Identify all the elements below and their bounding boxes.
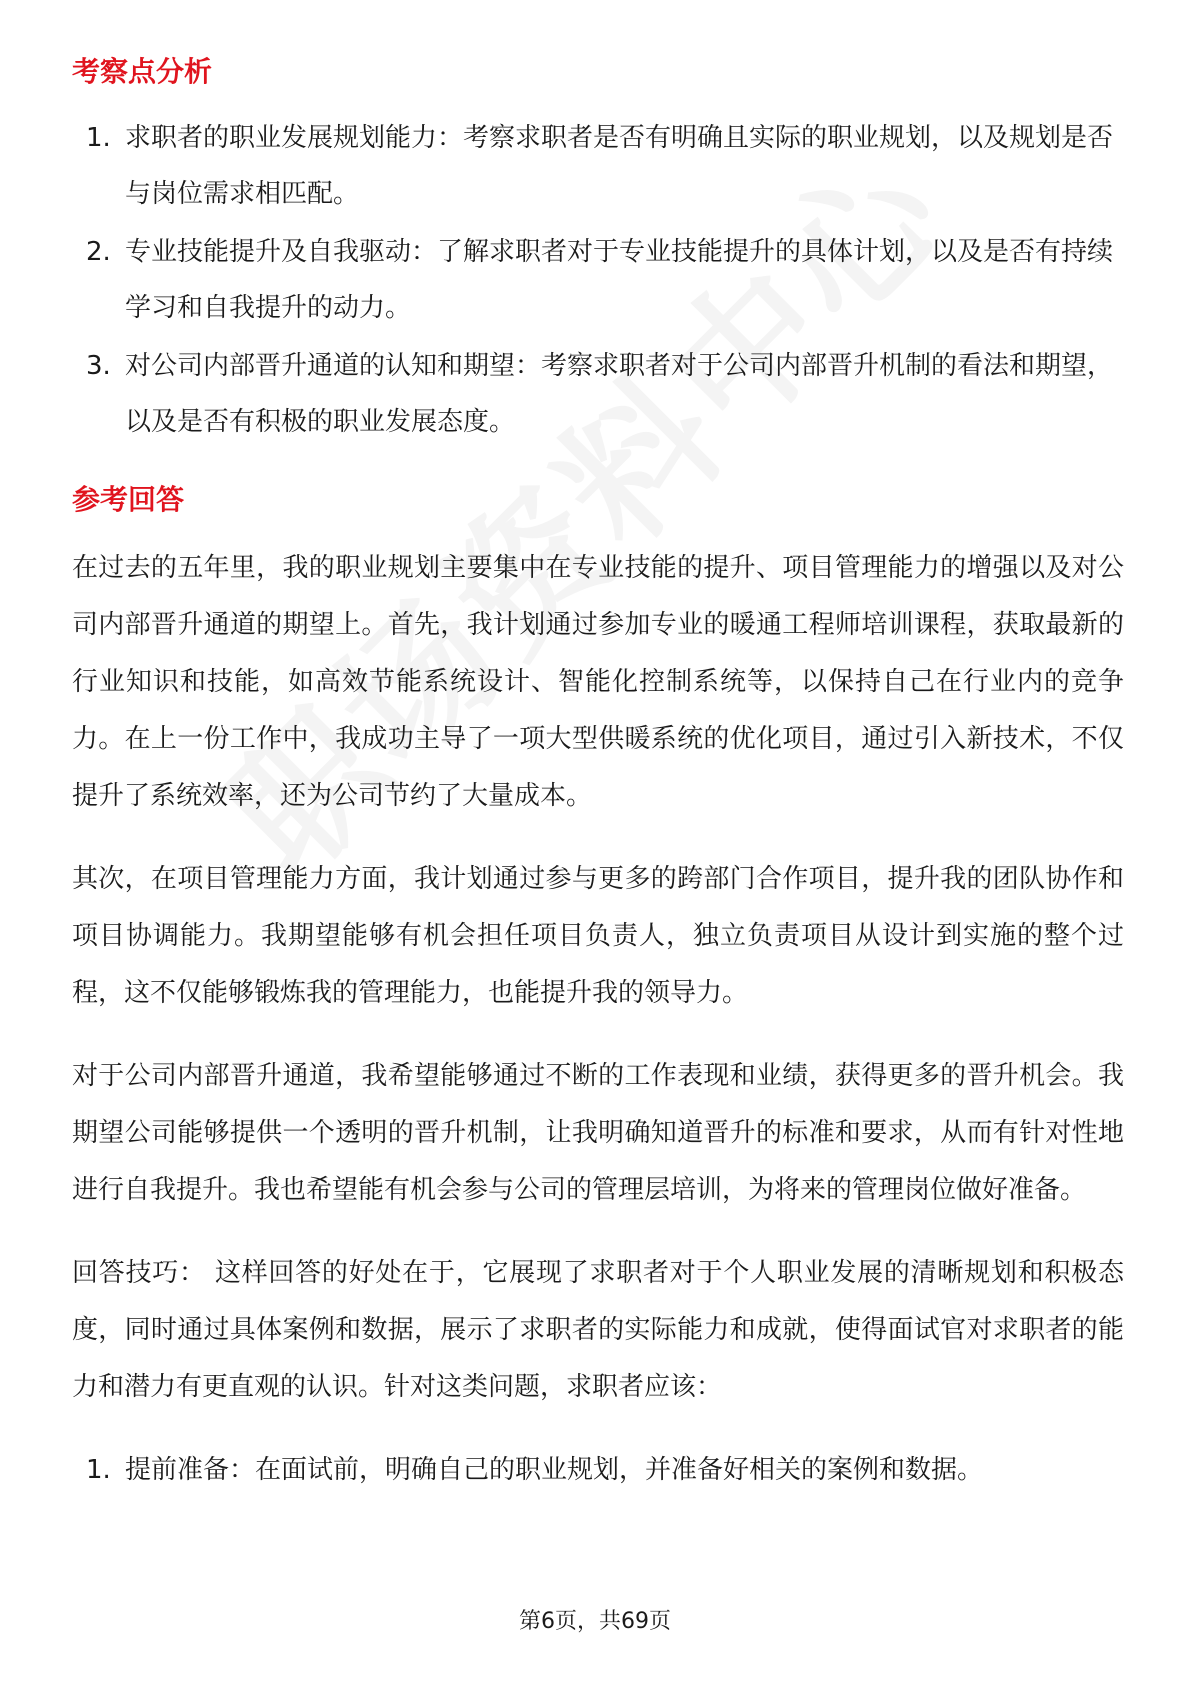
list-item (72, 1442, 1124, 1498)
answer-paragraph: 其次，在项目管理能力方面，我计划通过参与更多的跨部门合作项目，提升我的团队协作和项目协调能力。我期望能够有机会担任项目负责人，独立负责项目从设计到实施的整个过程，这不仅能够锻炼我的管理能力，也能提升我的领导力。 (72, 864, 1124, 1008)
list-item (72, 110, 1124, 222)
analysis-list (72, 110, 1124, 450)
list-number: 3. (86, 351, 111, 381)
list-item-text: 专业技能提升及自我驱动：了解求职者对于专业技能提升的具体计划，以及是否有持续学习和自我提升的动力。 (125, 237, 1114, 323)
list-item (72, 224, 1124, 336)
list-number: 1. (86, 123, 111, 153)
section-title-answer: 参考回答 (72, 483, 185, 516)
list-item-text: 提前准备：在面试前，明确自己的职业规划，并准备好相关的案例和数据。 (125, 1455, 984, 1485)
tips-list (72, 1442, 1124, 1498)
content (72, 48, 1124, 1498)
list-item (72, 338, 1124, 450)
list-item-text: 求职者的职业发展规划能力：考察求职者是否有明确且实际的职业规划，以及规划是否与岗位需求相匹配。 (125, 123, 1114, 209)
page-number: 第6页，共69页 (519, 1609, 671, 1634)
answer-paragraph: 对于公司内部晋升通道，我希望能够通过不断的工作表现和业绩，获得更多的晋升机会。我期望公司能够提供一个透明的晋升机制，让我明确知道晋升的标准和要求，从而有针对性地进行自我提升。我也希望能有机会参与公司的管理层培训，为将来的管理岗位做好准备。 (72, 1061, 1124, 1205)
list-item-text: 对公司内部晋升通道的认知和期望：考察求职者对于公司内部晋升机制的看法和期望，以及是否有积极的职业发展态度。 (125, 351, 1114, 437)
list-number: 1. (86, 1455, 111, 1485)
answer-paragraph: 在过去的五年里，我的职业规划主要集中在专业技能的提升、项目管理能力的增强以及对公司内部晋升通道的期望上。首先，我计划通过参加专业的暖通工程师培训课程，获取最新的行业知识和技能，如高效节能系统设计、智能化控制系统等，以保持自己在行业内的竞争力。在上一份工作中，我成功主导了一项大型供暖系统的优化项目，通过引入新技术，不仅提升了系统效率，还为公司节约了大量成本。 (72, 553, 1124, 811)
list-number: 2. (86, 237, 111, 267)
section-title-analysis: 考察点分析 (72, 55, 213, 88)
answer-tips-paragraph: 回答技巧： 这样回答的好处在于，它展现了求职者对于个人职业发展的清晰规划和积极态度，同时通过具体案例和数据，展示了求职者的实际能力和成就，使得面试官对求职者的能力和潜力有更直观的认识。针对这类问题，求职者应该： (72, 1258, 1124, 1402)
